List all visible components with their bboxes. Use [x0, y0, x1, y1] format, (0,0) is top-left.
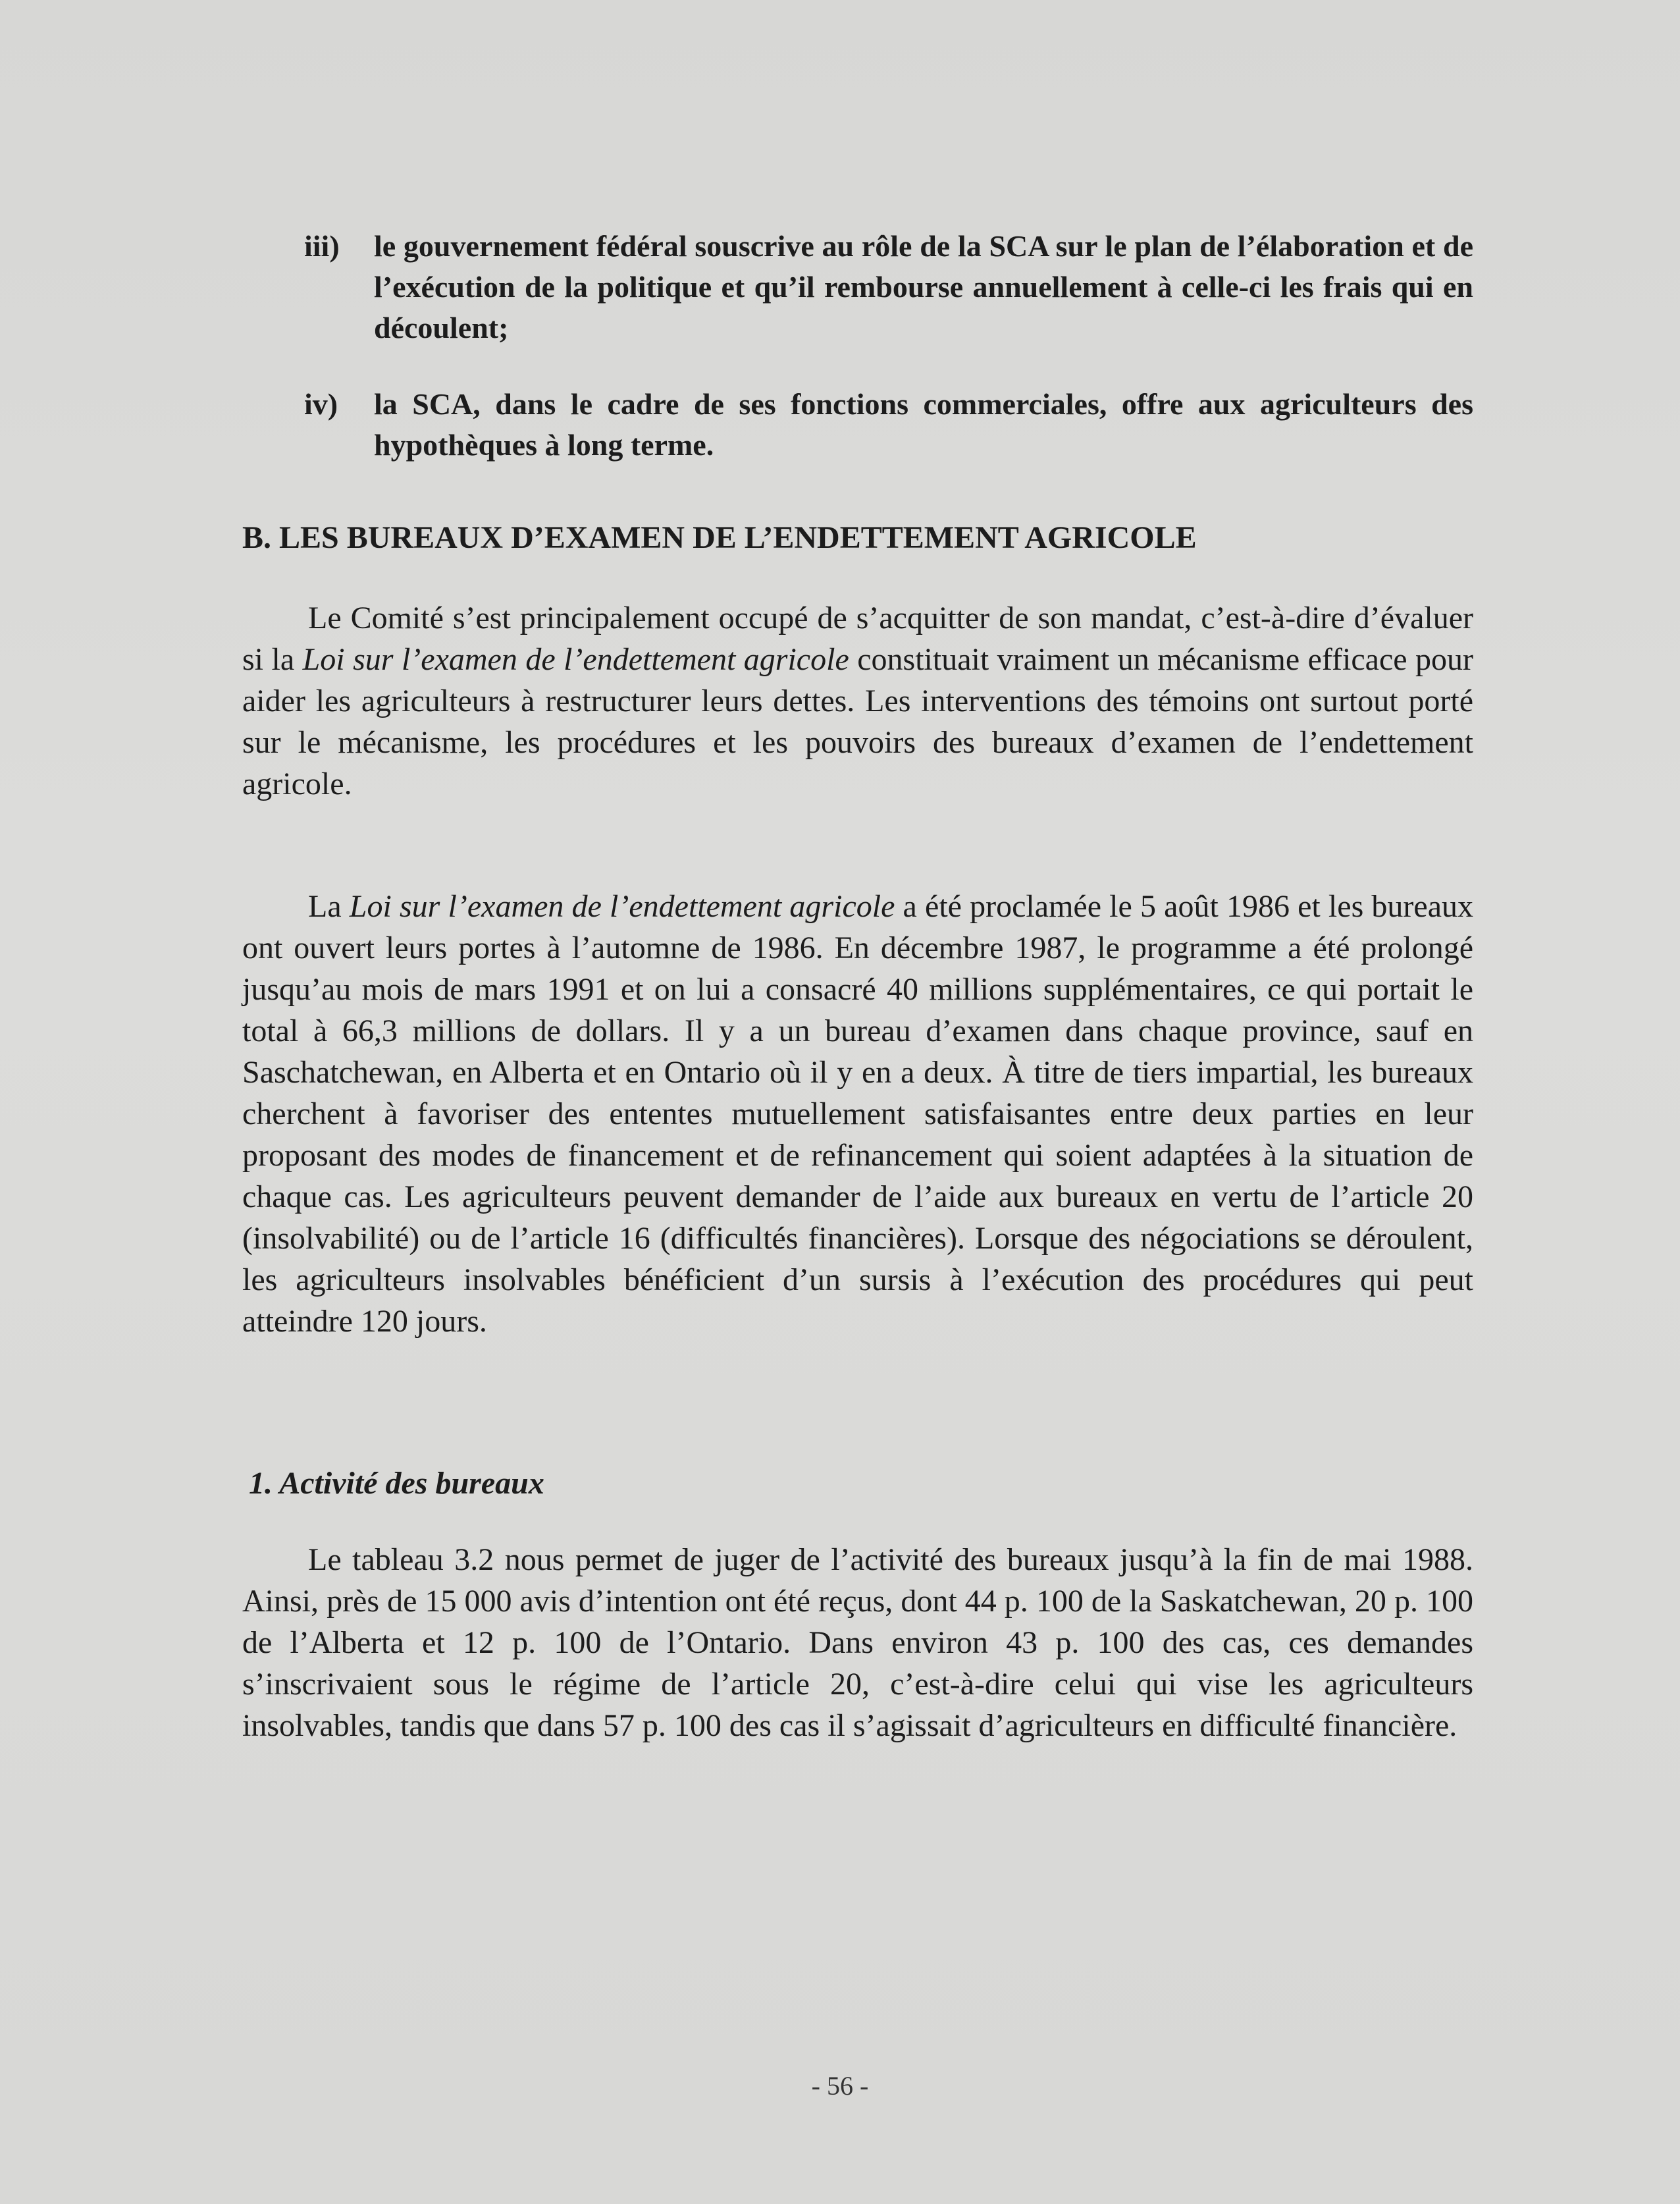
paragraph-text: La: [308, 889, 350, 924]
recommendation-text: la SCA, dans le cadre de ses fonctions commerciales, offre aux agriculteurs des hypothèques à long terme.: [374, 387, 1473, 462]
page-number: - 56 -: [811, 2071, 869, 2101]
paragraph: [242, 597, 1473, 805]
section-heading: B. LES BUREAUX D’EXAMEN DE L’ENDETTEMENT AGRICOLE: [242, 520, 1197, 555]
paragraph: [242, 886, 1473, 1342]
paragraph: Le tableau 3.2 nous permet de juger de l’activité des bureaux jusqu’à la fin de mai 1988. Ainsi, près de 15 000 avis d’intention ont été reçus, dont 44 p. 100 de la Saskatchewan, 20 p. 100 de l’Alberta et 12 p. 100 de l’Ontario. Dans environ 43 p. 100 des cas, ces demandes s’inscrivaient sous le régime de l’article 20, c’est-à-dire celui qui vise les agriculteurs insolvables, tandis que dans 57 p. 100 des cas il s’agissait d’agriculteurs en difficulté financière.: [242, 1542, 1473, 1743]
paragraph-text: constituait vraiment un mécanisme efficace pour aider les agriculteurs à restructurer leurs dettes. Les interventions des témoins ont surtout porté sur le mécanisme, les procédures et les pouvoirs des bureaux d’examen de l’endettement agricole.: [242, 642, 1474, 801]
subsection-heading: 1. Activité des bureaux: [249, 1466, 544, 1501]
recommendation-text: le gouvernement fédéral souscrive au rôle de la SCA sur le plan de l’élaboration et de l’exécution de la politique et qu’il rembourse annuellement à celle-ci les frais qui en découlent;: [374, 229, 1473, 344]
paragraph-text: a été proclamée le 5 août 1986 et les bureaux ont ouvert leurs portes à l’automne de 1986. En décembre 1987, le programme a été prolongé jusqu’au mois de mars 1991 et on lui a consacré 40 millions supplémentaires, ce qui portait le total à 66,3 millions de dollars. Il y a un bureau d’examen dans chaque province, sauf en Saschatchewan, en Alberta et en Ontario où il y en a deux. À titre de tiers impartial, les bureaux cherchent à favoriser des ententes mutuellement satisfaisantes entre deux parties en leur proposant des modes de financement et de refinancement qui soient adaptées à la situation de chaque cas. Les agriculteurs peuvent demander de l’aide aux bureaux en vertu de l’article 20 (insolvabilité) ou de l’article 16 (difficultés financières). Lorsque des négociations se déroulent, les agriculteurs insolvables bénéficient d’un sursis à l’exécution des procédures qui peut atteindre 120 jours.: [242, 889, 1474, 1339]
recommendation-number: iii): [304, 229, 340, 263]
law-title: Loi sur l’examen de l’endettement agricole: [349, 889, 895, 924]
recommendation-number: iv): [304, 387, 338, 421]
law-title: Loi sur l’examen de l’endettement agricole: [302, 642, 849, 677]
paragraph-text: Le Comité s’est principalement occupé de s’acquitter de son mandat, c’est-à-dire d’évaluer si la: [242, 601, 1473, 677]
